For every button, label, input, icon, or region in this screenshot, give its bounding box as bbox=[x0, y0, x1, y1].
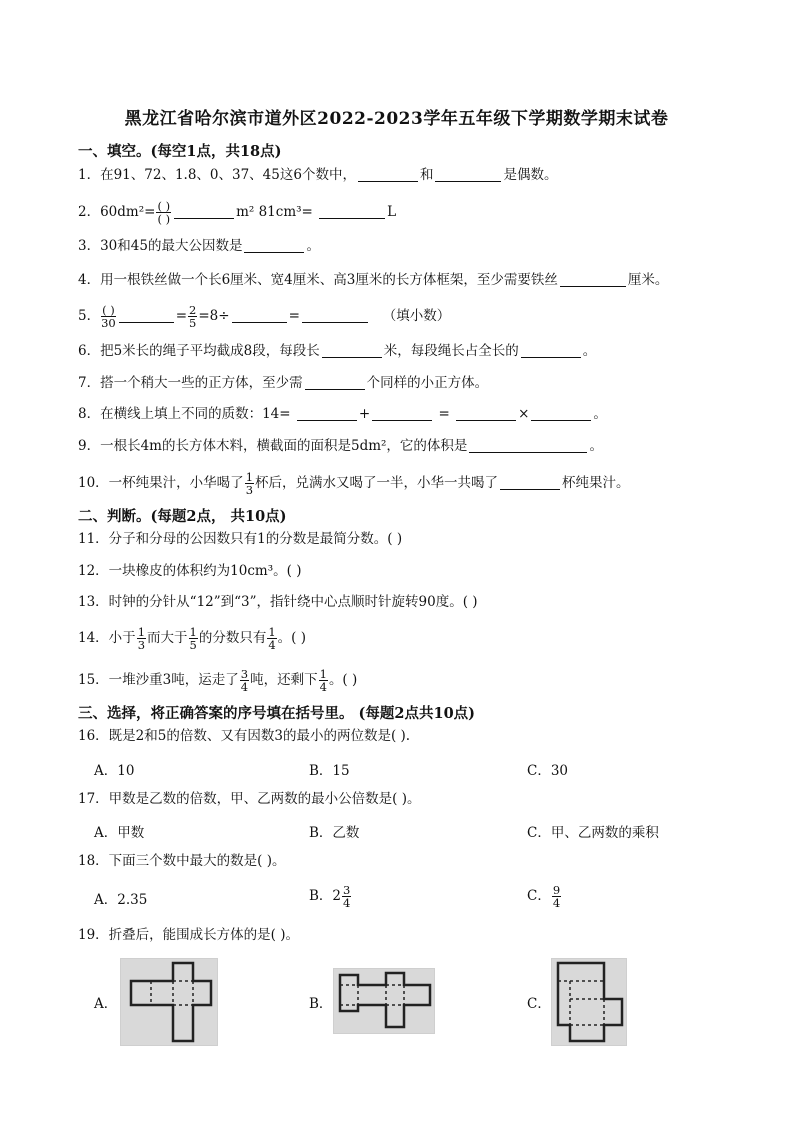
question-10 bbox=[78, 471, 630, 496]
q15-text-a: 15．一堆沙重3吨，运走了 bbox=[78, 672, 239, 688]
fraction-denominator: 4 bbox=[552, 896, 561, 910]
question-7 bbox=[78, 374, 488, 392]
q5-text-d: = bbox=[288, 308, 300, 324]
answer-blank[interactable] bbox=[305, 375, 365, 390]
fraction-denominator: 5 bbox=[189, 316, 197, 330]
q15-text-c: 。( ) bbox=[328, 672, 358, 688]
answer-blank[interactable] bbox=[531, 406, 591, 421]
fraction-numerator: 2 bbox=[189, 303, 197, 317]
question-3 bbox=[78, 237, 320, 255]
q14-fraction-2 bbox=[189, 626, 198, 651]
q3-text-a: 3．30和45的最大公因数是 bbox=[78, 238, 243, 254]
question-13: 13．时钟的分针从“12”到“3”，指针绕中心点顺时针旋转90度。( ) bbox=[78, 594, 478, 610]
q10-text-a: 10．一杯纯果汁，小华喝了 bbox=[78, 475, 244, 491]
q15-fraction-2 bbox=[319, 668, 328, 693]
question-8 bbox=[78, 405, 607, 423]
q5-text-e: （填小数） bbox=[382, 308, 451, 324]
fraction-denominator: 4 bbox=[343, 896, 351, 910]
q16-option-a[interactable]: A．10 bbox=[94, 763, 135, 779]
q4-text-b: 厘米。 bbox=[627, 272, 669, 288]
q14-text-a: 14．小于 bbox=[78, 630, 136, 646]
section-2-heading: 二、判断。(每题2点， 共10点) bbox=[78, 508, 287, 525]
net-figure-c[interactable] bbox=[551, 958, 627, 1046]
fraction-numerator: 3 bbox=[343, 883, 351, 897]
q14-fraction-1 bbox=[137, 626, 146, 651]
q8-text-b: + bbox=[358, 406, 371, 422]
q4-text-a: 4．用一根铁丝做一个长6厘米、宽4厘米、高3厘米的长方体框架，至少需要铁丝 bbox=[78, 272, 558, 288]
answer-blank[interactable] bbox=[174, 204, 234, 219]
q3-text-b: 。 bbox=[306, 238, 320, 254]
q17-option-a[interactable]: A．甲数 bbox=[94, 825, 145, 841]
question-1 bbox=[78, 166, 557, 184]
fraction-denominator: ( ) bbox=[157, 212, 171, 226]
q6-text-c: 。 bbox=[582, 343, 597, 359]
answer-blank[interactable] bbox=[302, 308, 368, 323]
net-diagram-a bbox=[121, 959, 217, 1045]
answer-blank[interactable] bbox=[372, 406, 432, 421]
question-5 bbox=[78, 304, 450, 329]
q14-text-c: 的分数只有 bbox=[198, 630, 267, 646]
q10-text-b: 杯后，兑满水又喝了一半，小华一共喝了 bbox=[255, 475, 499, 491]
answer-blank[interactable] bbox=[319, 204, 385, 219]
question-18: 18．下面三个数中最大的数是( )。 bbox=[78, 853, 286, 869]
q18-option-c[interactable] bbox=[527, 884, 562, 909]
answer-blank[interactable] bbox=[435, 167, 501, 182]
question-12: 12．一块橡皮的体积约为10cm³。( ) bbox=[78, 563, 302, 579]
q16-option-b[interactable]: B．15 bbox=[309, 763, 350, 779]
answer-blank[interactable] bbox=[358, 167, 418, 182]
net-diagram-c bbox=[552, 959, 626, 1045]
q2-text-a: 2．60dm²= bbox=[78, 204, 156, 220]
q2-text-b: m² 81cm³= bbox=[236, 204, 313, 220]
fraction-numerator: ( ) bbox=[102, 303, 115, 317]
answer-blank[interactable] bbox=[244, 238, 304, 253]
section-1-heading: 一、填空。(每空1点，共18点) bbox=[78, 143, 282, 160]
q5-text-b: = bbox=[175, 308, 188, 324]
q5-text-a: 5． bbox=[78, 308, 101, 324]
q18-option-c-fraction bbox=[552, 884, 561, 909]
fraction-denominator: 30 bbox=[101, 316, 116, 330]
answer-blank[interactable] bbox=[560, 272, 626, 287]
question-17: 17．甲数是乙数的倍数，甲、乙两数的最小公倍数是( )。 bbox=[78, 791, 421, 807]
q19-option-c[interactable]: C． bbox=[527, 996, 551, 1012]
fraction-numerator: 1 bbox=[137, 625, 146, 639]
q17-option-c[interactable]: C．甲、乙两数的乘积 bbox=[527, 825, 659, 841]
answer-blank[interactable] bbox=[297, 406, 357, 421]
question-2 bbox=[78, 200, 396, 225]
q5-text-c: =8÷ bbox=[198, 308, 230, 324]
q2-fraction bbox=[156, 200, 171, 225]
q8-text-c: = bbox=[438, 406, 450, 422]
q5-fraction-1 bbox=[101, 304, 116, 329]
q14-text-d: 。( ) bbox=[277, 630, 306, 646]
q5-fraction-2 bbox=[188, 304, 197, 329]
answer-blank[interactable] bbox=[521, 343, 581, 358]
q15-text-b: 吨，还剩下 bbox=[250, 672, 318, 688]
fraction-denominator: 3 bbox=[245, 483, 254, 497]
fraction-denominator: 3 bbox=[137, 638, 146, 652]
question-16: 16．既是2和5的倍数、又有因数3的最小的两位数是( ). bbox=[78, 728, 411, 744]
q18-option-b[interactable] bbox=[309, 884, 352, 909]
net-figure-b[interactable] bbox=[333, 968, 435, 1034]
answer-blank[interactable] bbox=[119, 308, 174, 323]
q1-text-c: 是偶数。 bbox=[503, 167, 558, 183]
fraction-denominator: 4 bbox=[319, 680, 327, 694]
fraction-numerator: 1 bbox=[319, 667, 327, 681]
answer-blank[interactable] bbox=[469, 438, 587, 453]
q9-text-a: 9．一根长4m的长方体木料，横截面的面积是5dm²，它的体积是 bbox=[78, 438, 468, 454]
question-11: 11．分子和分母的公因数只有1的分数是最简分数。( ) bbox=[78, 531, 403, 547]
q10-text-c: 杯纯果汁。 bbox=[562, 475, 630, 491]
q6-text-a: 6．把5米长的绳子平均截成8段，每段长 bbox=[78, 343, 320, 359]
q16-option-c[interactable]: C．30 bbox=[527, 763, 569, 779]
page-title: 黑龙江省哈尔滨市道外区2022-2023学年五年级下学期数学期末试卷 bbox=[124, 109, 669, 129]
fraction-denominator: 5 bbox=[189, 638, 197, 652]
section-3-heading: 三、选择，将正确答案的序号填在括号里。 (每题2点共10点) bbox=[78, 705, 476, 722]
fraction-numerator: 1 bbox=[245, 470, 254, 484]
q17-option-b[interactable]: B．乙数 bbox=[309, 825, 360, 841]
question-4 bbox=[78, 271, 668, 289]
answer-blank[interactable] bbox=[322, 343, 382, 358]
q18-option-a[interactable]: A．2.35 bbox=[94, 892, 148, 908]
q18-option-b-fraction bbox=[342, 884, 351, 909]
q14-text-b: 而大于 bbox=[147, 630, 188, 646]
q7-text-b: 个同样的小正方体。 bbox=[366, 375, 489, 391]
q15-fraction-1 bbox=[240, 668, 249, 693]
answer-blank[interactable] bbox=[232, 308, 287, 323]
q7-text-a: 7．搭一个稍大一些的正方体，至少需 bbox=[78, 375, 303, 391]
net-figure-a[interactable] bbox=[120, 958, 218, 1046]
q18-option-c-label: C． bbox=[527, 888, 551, 904]
answer-blank[interactable] bbox=[456, 406, 516, 421]
q8-text-a: 8．在横线上填上不同的质数：14= bbox=[78, 406, 291, 422]
fraction-numerator: 1 bbox=[268, 625, 276, 639]
q1-text-b: 和 bbox=[419, 167, 434, 183]
q19-option-a[interactable]: A． bbox=[94, 996, 118, 1012]
q10-fraction bbox=[245, 471, 254, 496]
net-diagram-b bbox=[334, 969, 434, 1033]
answer-blank[interactable] bbox=[500, 475, 560, 490]
question-9 bbox=[78, 437, 603, 455]
fraction-numerator: 9 bbox=[552, 883, 561, 897]
q8-text-d: × bbox=[518, 406, 530, 422]
q19-option-b[interactable]: B． bbox=[309, 996, 333, 1012]
q18-option-b-label: B．2 bbox=[309, 888, 342, 904]
question-15 bbox=[78, 668, 357, 693]
q1-text-a: 1．在91、72、1.8、0、37、45这6个数中， bbox=[78, 167, 356, 183]
question-19: 19．折叠后，能围成长方体的是( )。 bbox=[78, 927, 300, 943]
fraction-denominator: 4 bbox=[240, 680, 249, 694]
question-6 bbox=[78, 342, 596, 360]
fraction-numerator: ( ) bbox=[157, 199, 171, 213]
fraction-numerator: 3 bbox=[240, 667, 249, 681]
q8-text-e: 。 bbox=[593, 406, 607, 422]
q6-text-b: 米，每段绳长占全长的 bbox=[383, 343, 519, 359]
q2-text-c: L bbox=[387, 204, 397, 220]
q9-text-b: 。 bbox=[589, 438, 603, 454]
fraction-denominator: 4 bbox=[268, 638, 276, 652]
q14-fraction-3 bbox=[267, 626, 276, 651]
fraction-numerator: 1 bbox=[189, 625, 197, 639]
question-14 bbox=[78, 626, 306, 651]
